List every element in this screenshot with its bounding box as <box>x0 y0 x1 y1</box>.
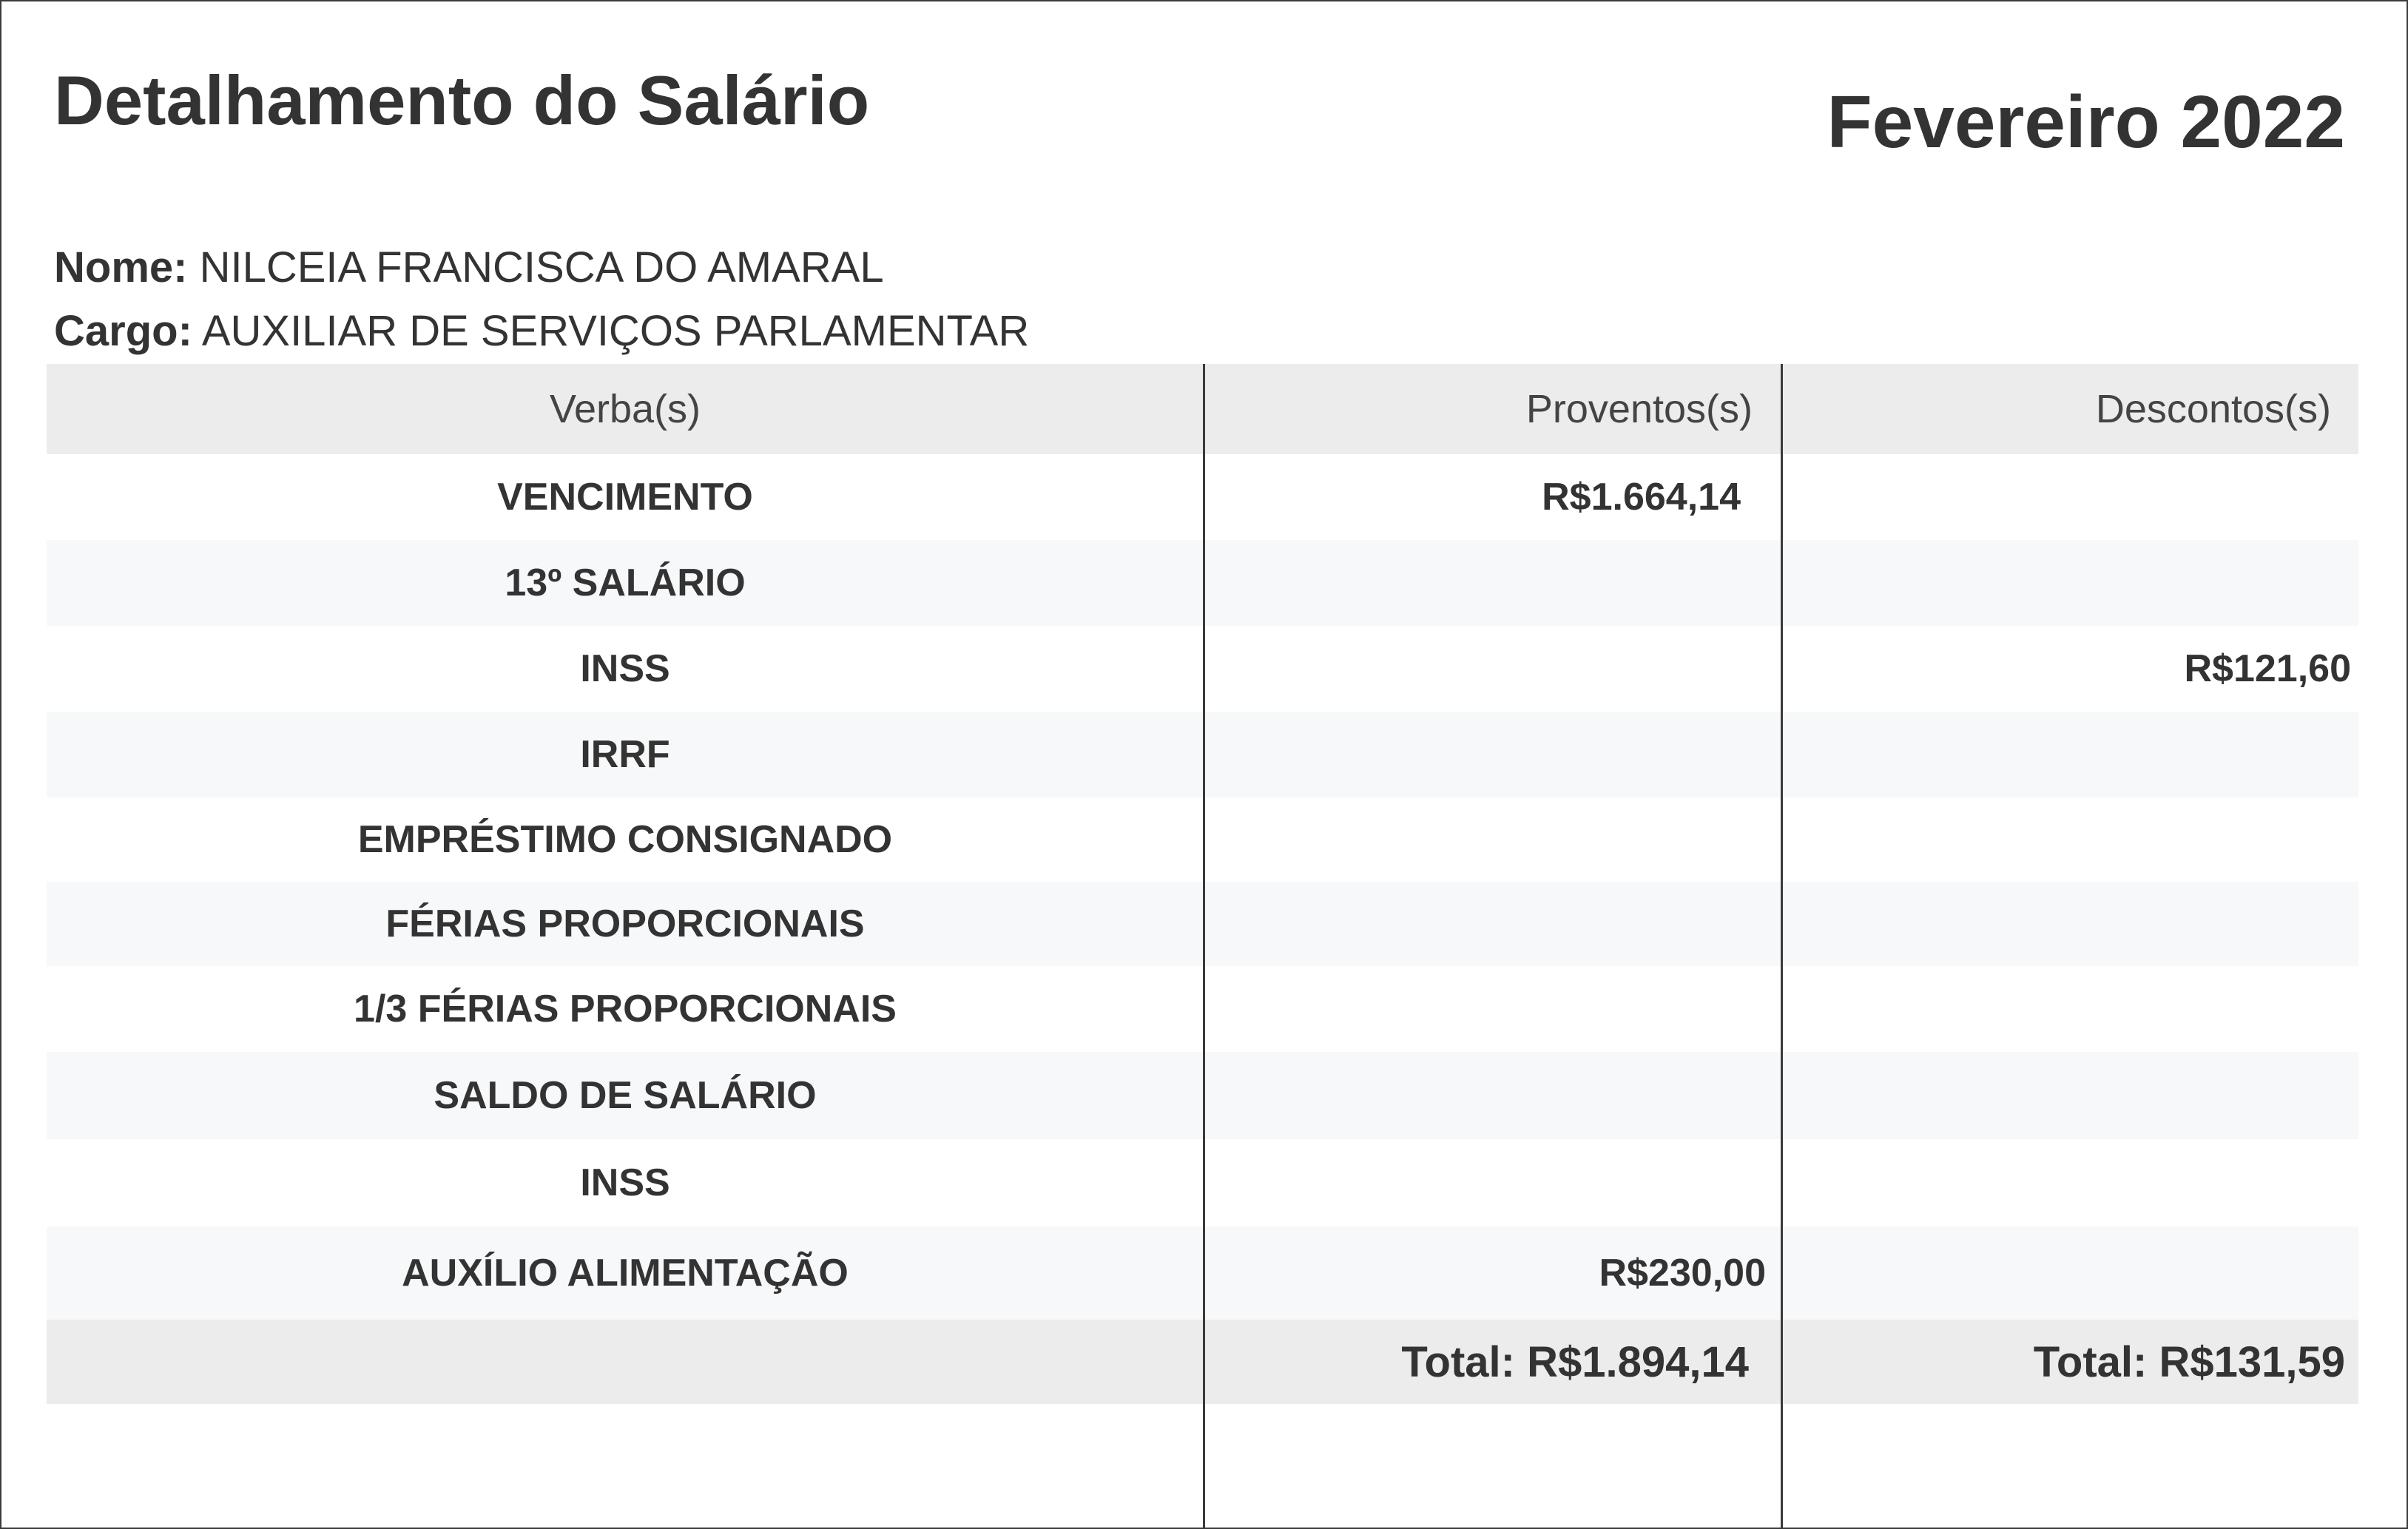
verba-cell: IRRF <box>580 733 670 776</box>
verba-cell: SALDO DE SALÁRIO <box>434 1074 817 1117</box>
descontos-cell <box>1782 454 2358 540</box>
proventos-cell <box>1204 966 1782 1052</box>
column-header-descontos: Descontos(s) <box>2095 387 2331 431</box>
employee-role <box>54 306 1029 356</box>
descontos-cell <box>1782 966 2358 1052</box>
name-label: Nome: <box>54 243 188 291</box>
verba-cell: FÉRIAS PROPORCIONAIS <box>385 902 865 945</box>
column-divider <box>1203 364 1205 1528</box>
role-label: Cargo: <box>54 307 192 355</box>
proventos-cell <box>1204 540 1782 626</box>
proventos-cell: R$230,00 <box>1599 1252 1766 1295</box>
totals-label-cell <box>47 1320 1204 1404</box>
descontos-cell <box>1782 712 2358 797</box>
column-header-verba: Verba(s) <box>549 387 701 431</box>
verba-cell: 1/3 FÉRIAS PROPORCIONAIS <box>354 988 897 1030</box>
descontos-cell <box>1782 540 2358 626</box>
verba-cell: INSS <box>580 1161 670 1204</box>
total-descontos: Total: R$131,59 <box>2033 1337 2345 1386</box>
total-proventos: Total: R$1.894,14 <box>1401 1337 1749 1386</box>
descontos-cell <box>1782 797 2358 882</box>
column-divider <box>1781 364 1783 1528</box>
proventos-cell <box>1204 797 1782 882</box>
proventos-cell <box>1204 1139 1782 1226</box>
descontos-cell <box>1782 1139 2358 1226</box>
verba-cell: EMPRÉSTIMO CONSIGNADO <box>357 818 893 861</box>
verba-cell: 13º SALÁRIO <box>505 561 746 604</box>
proventos-cell <box>1204 882 1782 966</box>
descontos-cell <box>1782 1226 2358 1320</box>
proventos-cell: R$1.664,14 <box>1542 476 1741 519</box>
proventos-cell <box>1204 712 1782 797</box>
descontos-cell <box>1782 882 2358 966</box>
verba-cell: INSS <box>580 647 670 690</box>
proventos-cell <box>1204 626 1782 712</box>
verba-cell: VENCIMENTO <box>497 476 753 519</box>
column-header-proventos: Proventos(s) <box>1525 387 1753 431</box>
proventos-cell <box>1204 1052 1782 1139</box>
descontos-cell <box>1782 1052 2358 1139</box>
employee-name <box>54 243 884 292</box>
role-value: AUXILIAR DE SERVIÇOS PARLAMENTAR <box>201 307 1030 355</box>
page-title: Detalhamento do Salário <box>54 61 870 139</box>
name-value: NILCEIA FRANCISCA DO AMARAL <box>199 243 884 291</box>
period-label: Fevereiro 2022 <box>1827 81 2345 163</box>
verba-cell: AUXÍLIO ALIMENTAÇÃO <box>402 1252 849 1295</box>
descontos-cell: R$121,60 <box>2184 647 2351 690</box>
